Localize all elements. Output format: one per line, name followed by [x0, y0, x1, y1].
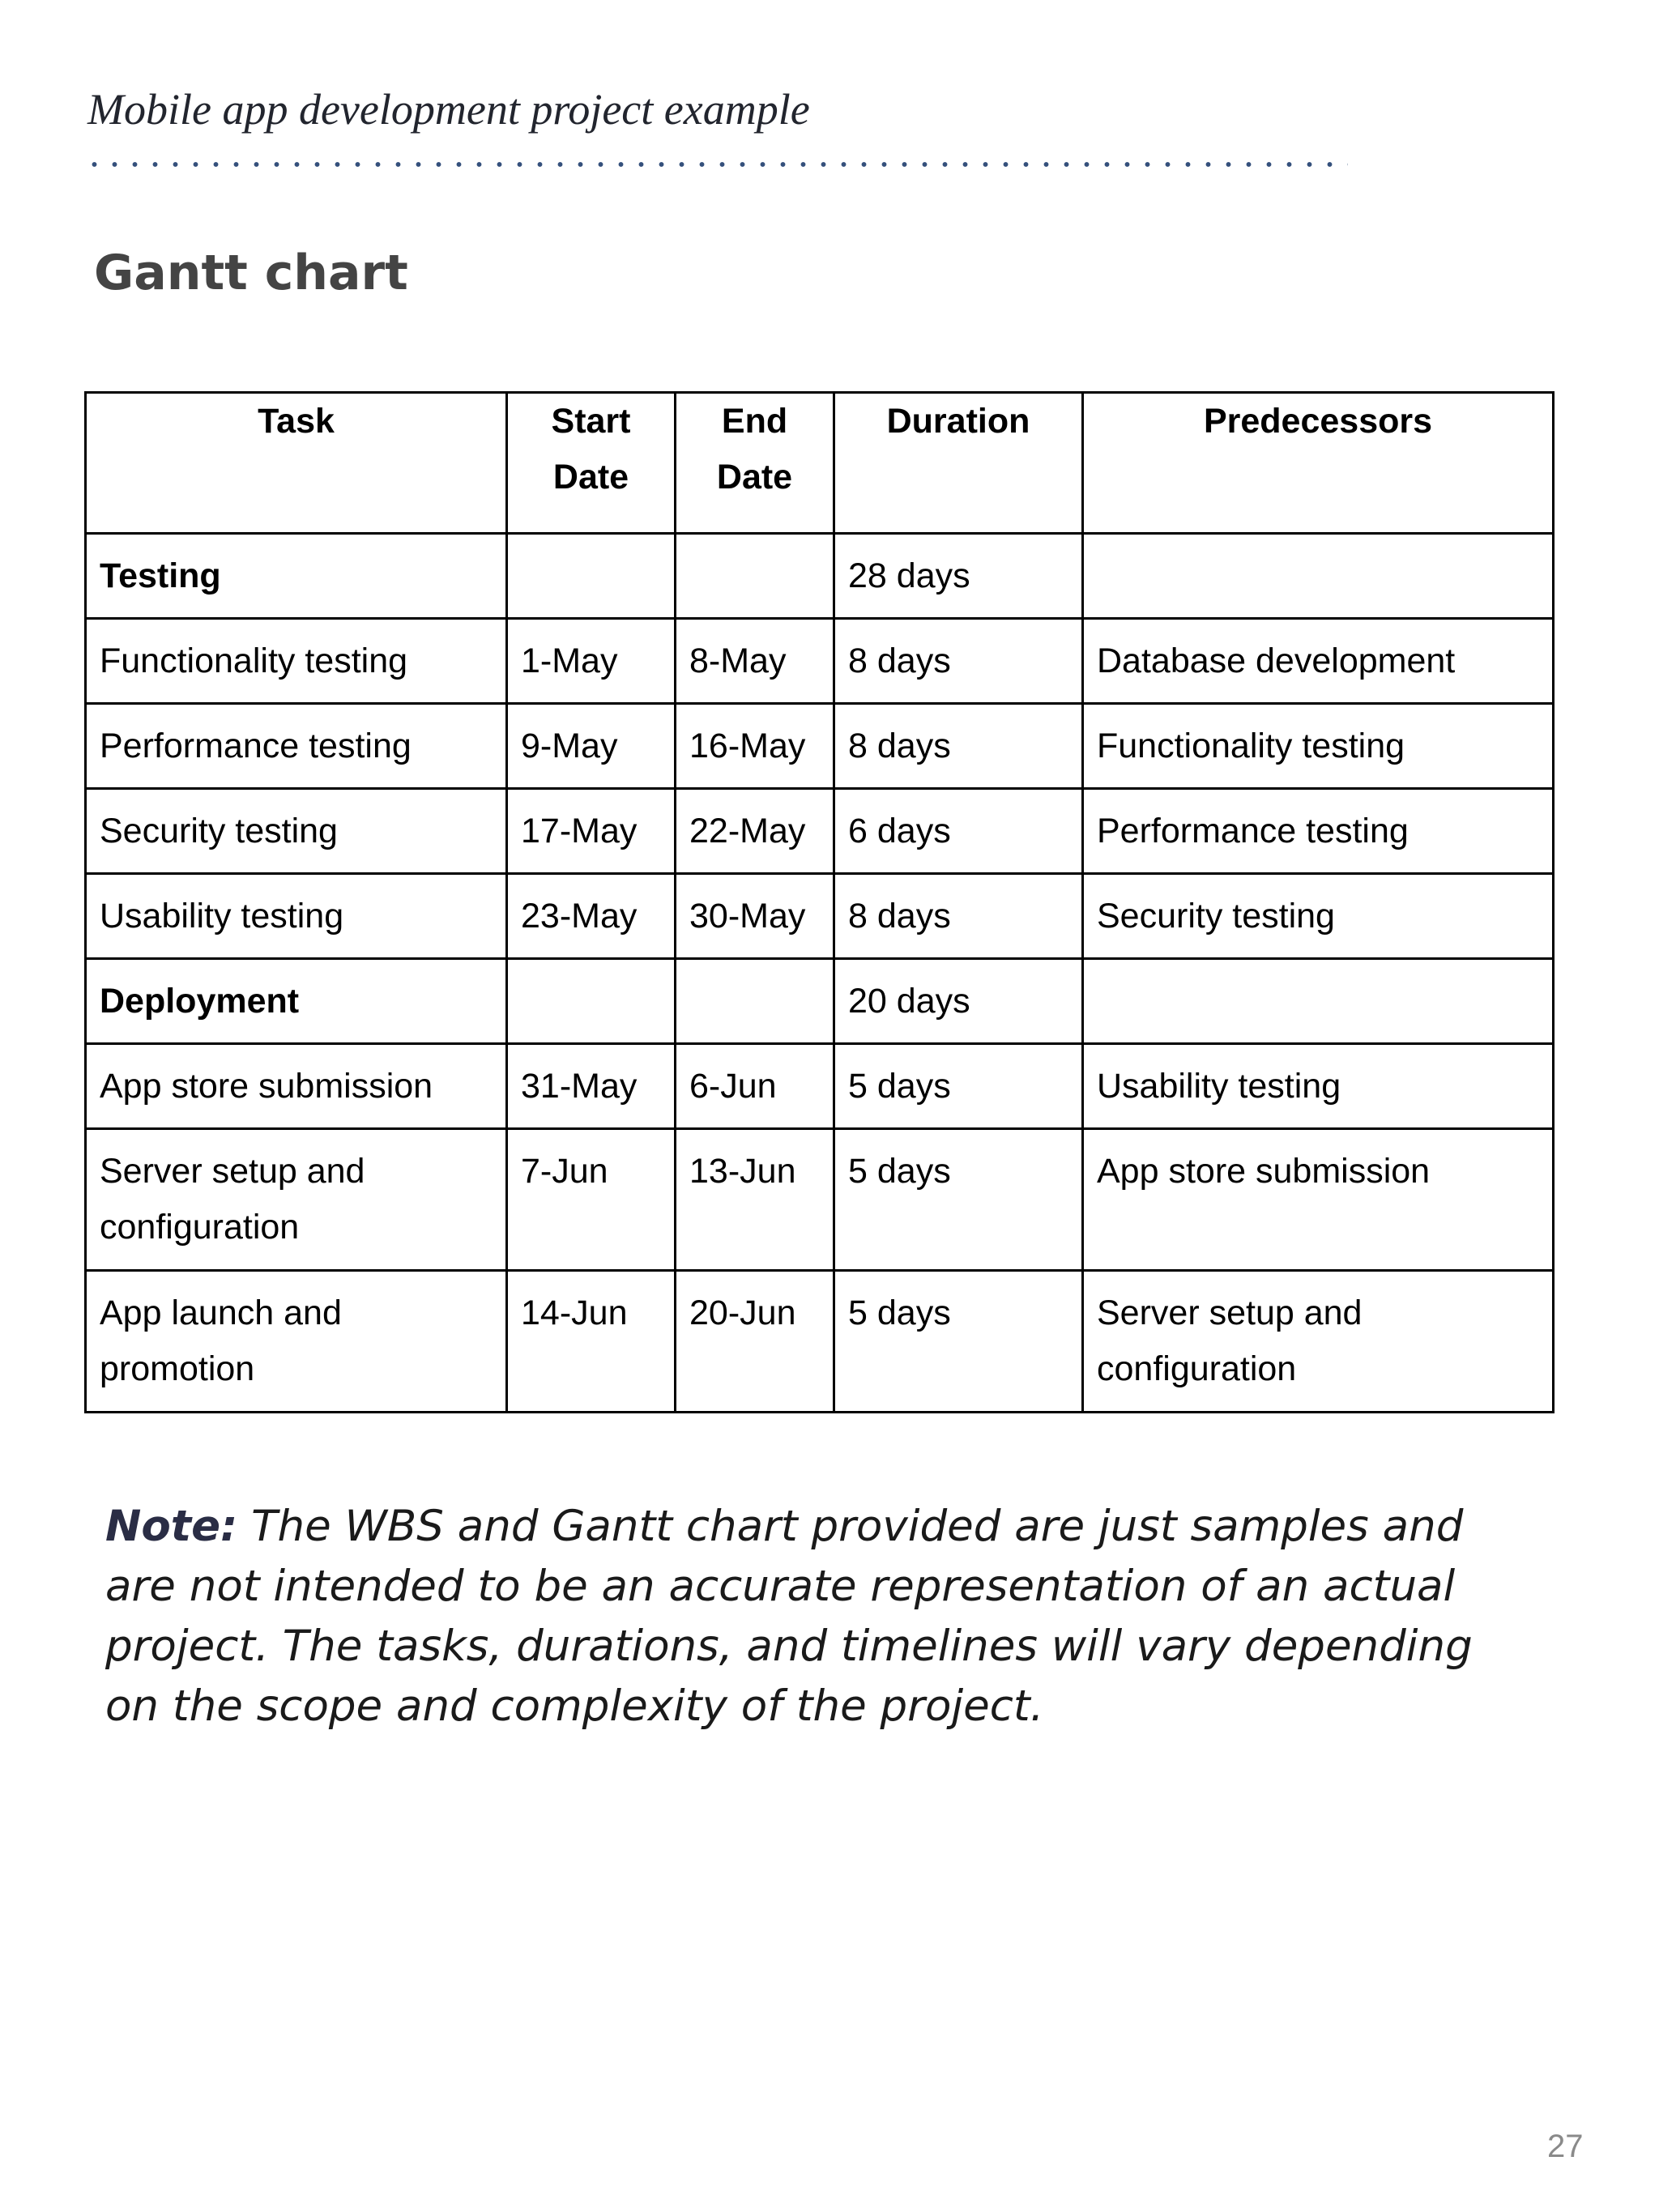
column-header-duration: Duration — [834, 393, 1083, 534]
cell-task: Server setup and configuration — [86, 1129, 507, 1271]
cell-start-date: 17-May — [507, 789, 676, 874]
cell-predecessors — [1083, 959, 1554, 1044]
table-row-group — [86, 534, 1554, 619]
cell-task: App launch and promotion — [86, 1271, 507, 1413]
cell-start-date: 9-May — [507, 704, 676, 789]
cell-duration: 5 days — [834, 1129, 1083, 1271]
note-paragraph — [105, 1497, 1515, 1737]
cell-task: Performance testing — [86, 704, 507, 789]
cell-predecessors — [1083, 534, 1554, 619]
cell-end-date: 20-Jun — [676, 1271, 834, 1413]
table-row — [86, 874, 1554, 959]
cell-predecessors: Server setup and configuration — [1083, 1271, 1554, 1413]
cell-duration: 8 days — [834, 704, 1083, 789]
cell-duration: 5 days — [834, 1271, 1083, 1413]
cell-start-date: 23-May — [507, 874, 676, 959]
page-header: Mobile app development project example — [87, 85, 810, 134]
column-header-task: Task — [86, 393, 507, 534]
table-row — [86, 789, 1554, 874]
cell-end-date — [676, 959, 834, 1044]
cell-start-date: 1-May — [507, 619, 676, 704]
cell-end-date: 6-Jun — [676, 1044, 834, 1129]
cell-end-date: 22-May — [676, 789, 834, 874]
cell-duration: 5 days — [834, 1044, 1083, 1129]
table-row — [86, 1044, 1554, 1129]
cell-predecessors: Security testing — [1083, 874, 1554, 959]
cell-duration: 20 days — [834, 959, 1083, 1044]
cell-duration: 28 days — [834, 534, 1083, 619]
cell-duration: 8 days — [834, 619, 1083, 704]
note-text: The WBS and Gantt chart provided are just samples and are not intended to be an accurate representation of an actual project. The tasks, durations, and timelines will vary depending on the scope and complexity of the project. — [105, 1502, 1473, 1731]
table-row — [86, 704, 1554, 789]
cell-predecessors: Database development — [1083, 619, 1554, 704]
cell-predecessors: Functionality testing — [1083, 704, 1554, 789]
table-row — [86, 1129, 1554, 1271]
cell-start-date: 14-Jun — [507, 1271, 676, 1413]
section-title: Gantt chart — [94, 245, 408, 301]
cell-start-date: 31-May — [507, 1044, 676, 1129]
cell-task: App store submission — [86, 1044, 507, 1129]
table-row — [86, 619, 1554, 704]
cell-end-date: 8-May — [676, 619, 834, 704]
table-row — [86, 1271, 1554, 1413]
page-number: 27 — [1547, 2129, 1584, 2164]
gantt-table — [84, 391, 1555, 1413]
cell-task: Security testing — [86, 789, 507, 874]
cell-task: Usability testing — [86, 874, 507, 959]
cell-start-date: 7-Jun — [507, 1129, 676, 1271]
cell-duration: 6 days — [834, 789, 1083, 874]
cell-end-date: 13-Jun — [676, 1129, 834, 1271]
column-header-end-date: End Date — [676, 393, 834, 534]
cell-end-date: 30-May — [676, 874, 834, 959]
cell-start-date — [507, 959, 676, 1044]
cell-task: Testing — [86, 534, 507, 619]
table-row-group — [86, 959, 1554, 1044]
cell-task: Functionality testing — [86, 619, 507, 704]
cell-task: Deployment — [86, 959, 507, 1044]
dotted-divider — [84, 161, 1348, 168]
cell-start-date — [507, 534, 676, 619]
table-header-row — [86, 393, 1554, 534]
cell-predecessors: Usability testing — [1083, 1044, 1554, 1129]
cell-end-date — [676, 534, 834, 619]
cell-predecessors: Performance testing — [1083, 789, 1554, 874]
cell-end-date: 16-May — [676, 704, 834, 789]
column-header-predecessors: Predecessors — [1083, 393, 1554, 534]
note-label: Note: — [105, 1502, 238, 1551]
column-header-start-date: Start Date — [507, 393, 676, 534]
cell-predecessors: App store submission — [1083, 1129, 1554, 1271]
cell-duration: 8 days — [834, 874, 1083, 959]
